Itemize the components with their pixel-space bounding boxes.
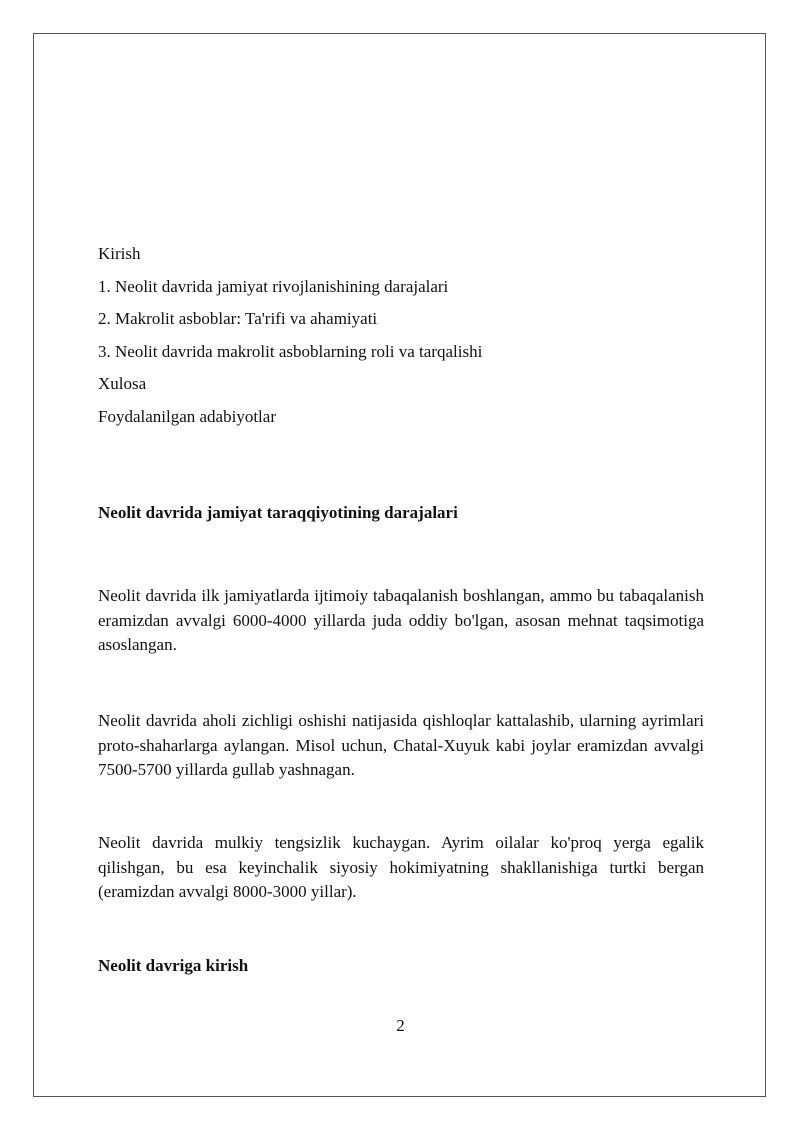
table-of-contents [98, 243, 704, 438]
toc-item-conclusion: Xulosa [98, 374, 147, 393]
paragraph-population-density: Neolit davrida aholi zichligi oshishi natijasida qishloqlar kattalashib, ularning ayrimlari proto-shaharlarga aylangan. Misol uchun, Chatal-Xuyuk kabi joylar eramizdan avvalgi 7500-5700 yillarda gullab yashnagan. [98, 711, 704, 779]
section-heading-society-levels: Neolit davrida jamiyat taraqqiyotining darajalari [98, 503, 458, 522]
document-page [33, 33, 766, 1097]
page-number: 2 [396, 1016, 405, 1035]
section-heading-neolithic-intro: Neolit davriga kirish [98, 956, 249, 975]
toc-item-introduction: Kirish [98, 244, 141, 263]
toc-item-chapter-2: 2. Makrolit asboblar: Ta'rifi va ahamiyati [98, 309, 378, 328]
paragraph-property-inequality: Neolit davrida mulkiy tengsizlik kuchaygan. Ayrim oilalar ko'proq yerga egalik qilishgan, bu esa keyinchalik siyosiy hokimiyatning shakllanishiga turtki bergan (eramizdan avvalgi 8000-3000 yillar). [98, 833, 704, 901]
paragraph-social-stratification: Neolit davrida ilk jamiyatlarda ijtimoiy tabaqalanish boshlangan, ammo bu tabaqalanish eramizdan avvalgi 6000-4000 yillarda juda oddiy bo'lgan, asosan mehnat taqsimotiga asoslangan. [98, 586, 704, 654]
toc-item-chapter-1: 1. Neolit davrida jamiyat rivojlanishining darajalari [98, 276, 449, 296]
toc-item-chapter-3: 3. Neolit davrida makrolit asboblarning roli va tarqalishi [98, 341, 483, 361]
toc-item-references: Foydalanilgan adabiyotlar [98, 406, 276, 426]
